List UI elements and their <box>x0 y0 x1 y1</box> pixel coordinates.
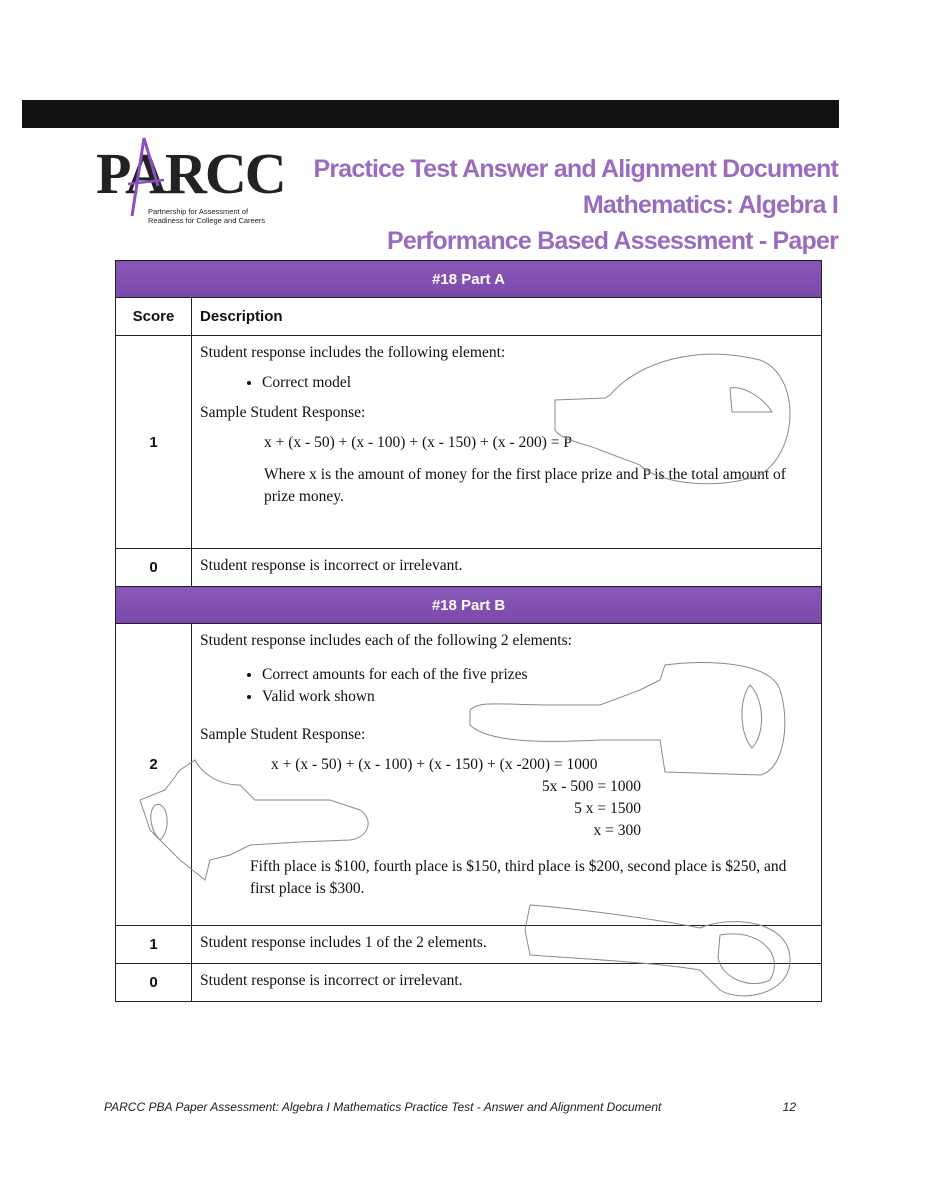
parcc-logo <box>92 136 292 236</box>
element-item: • Correct amounts for each of the five prizes <box>262 664 813 686</box>
part-a-row-score-1 <box>116 336 822 549</box>
description-cell: Student response includes the following element: • Correct model Sample Student Response: x + (x - 50) + (x - 100) + (x - 150) + (x - 200) = P Where x is the amount of money for the first place prize and P is the total amount of prize money. <box>192 336 822 549</box>
top-black-bar <box>22 100 839 128</box>
footer-text: PARCC PBA Paper Assessment: Algebra I Mathematics Practice Test - Answer and Alignment Document <box>104 1100 662 1114</box>
description-cell: Student response includes 1 of the 2 elements. <box>192 926 822 964</box>
part-b-header: #18 Part B <box>116 587 822 624</box>
equation-line: x = 300 <box>593 822 641 839</box>
logo-wordmark: PARCC <box>96 141 285 206</box>
equation-line: 5x - 500 = 1000 <box>541 778 641 795</box>
element-list <box>200 372 813 394</box>
score-value: 1 <box>116 926 192 964</box>
score-value: 0 <box>116 549 192 587</box>
answer-explanation: Fifth place is $100, fourth place is $150, third place is $200, second place is $250, and first place is $300. <box>250 858 787 897</box>
score-value: 0 <box>116 964 192 1002</box>
model-equation: x + (x - 50) + (x - 100) + (x - 150) + (x - 200) = P <box>264 434 573 451</box>
part-b-row-score-1 <box>116 926 822 964</box>
part-a-header: #18 Part A <box>116 261 822 298</box>
title-line-1: Practice Test Answer and Alignment Document <box>313 155 838 183</box>
score-value: 1 <box>116 336 192 549</box>
title-line-2: Mathematics: Algebra I <box>582 191 838 219</box>
part-b-row-score-2 <box>116 624 822 926</box>
description-cell: Student response includes each of the following 2 elements: • Correct amounts for each of the five prizes • Valid work shown Sample Student Response: x + (x - 50) + (x - 100) + (x - 150) + (x -200) = 1000 5x - 500 = 1000 5 x = 1500 x = 300 Fifth place is $100, fourth place is $150, third place is $200, second place is $250, and first place is $300. <box>192 624 822 926</box>
sample-label: Sample Student Response: <box>200 404 366 421</box>
element-item: • Correct model <box>262 372 813 394</box>
element-item: • Valid work shown <box>262 686 813 708</box>
document-title <box>313 151 838 259</box>
description-cell: Student response is incorrect or irrelevant. <box>192 964 822 1002</box>
part-b-row-score-0 <box>116 964 822 1002</box>
description-column-header: Description <box>192 298 822 336</box>
equation-line: x + (x - 50) + (x - 100) + (x - 150) + (x -200) = 1000 <box>271 756 598 773</box>
page-number: 12 <box>782 1100 796 1114</box>
work-shown <box>200 754 813 842</box>
equation-line: 5 x = 1500 <box>574 800 641 817</box>
score-column-header: Score <box>116 298 192 336</box>
part-a-row-score-0 <box>116 549 822 587</box>
page-footer <box>104 1100 796 1114</box>
title-line-3: Performance Based Assessment - Paper <box>386 227 838 255</box>
model-explanation: Where x is the amount of money for the first place prize and P is the total amount of prize money. <box>264 466 786 505</box>
logo-tagline: Partnership for Assessment of Readiness for College and Careers <box>148 207 266 225</box>
scoring-rubric-table <box>115 260 822 1002</box>
element-list <box>200 664 813 708</box>
score-value: 2 <box>116 624 192 926</box>
column-header-row <box>116 298 822 336</box>
description-cell: Student response is incorrect or irrelevant. <box>192 549 822 587</box>
sample-label: Sample Student Response: <box>200 726 366 743</box>
